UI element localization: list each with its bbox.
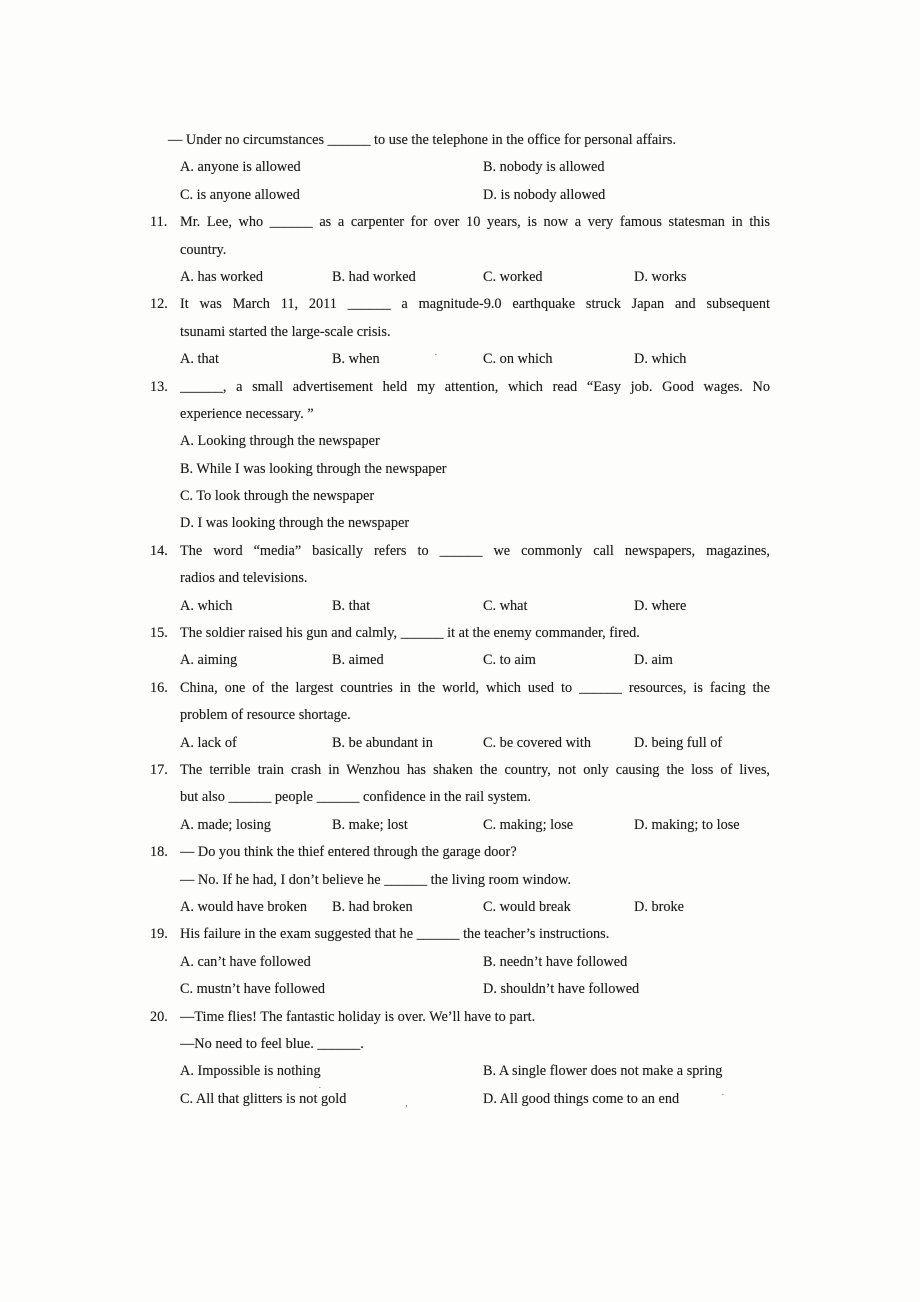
question-14 bbox=[150, 538, 770, 620]
question-number: 15. bbox=[150, 625, 168, 642]
question-stem-line: —Time flies! The fantastic holiday is over. We’ll have to part. bbox=[180, 1008, 536, 1025]
option-D: D. being full of bbox=[634, 734, 723, 751]
question-number: 13. bbox=[150, 378, 168, 395]
option-A: A. made; losing bbox=[180, 816, 271, 833]
options-row bbox=[180, 812, 770, 839]
option-B: B. nobody is allowed bbox=[483, 159, 605, 176]
question-number: 11. bbox=[150, 214, 168, 231]
option-C: C. on which bbox=[483, 351, 553, 368]
question-18 bbox=[150, 839, 770, 921]
options-row bbox=[180, 154, 770, 181]
question-stem-line: country. bbox=[180, 241, 227, 258]
question-stem-line: Mr. Lee, who ______ as a carpenter for over 10 years, is now a very famous statesman in this bbox=[180, 214, 770, 231]
options-row bbox=[180, 483, 770, 510]
options-row bbox=[180, 730, 770, 757]
options-row bbox=[180, 894, 770, 921]
option-C: C. To look through the newspaper bbox=[180, 488, 375, 505]
option-C: C. worked bbox=[483, 268, 543, 285]
question-stem-line: radios and televisions. bbox=[180, 570, 308, 587]
options-row bbox=[180, 949, 770, 976]
option-A: A. has worked bbox=[180, 268, 263, 285]
option-C: C. to aim bbox=[483, 652, 536, 669]
question-stem-line: but also ______ people ______ confidence in the rail system. bbox=[180, 789, 531, 806]
question-body bbox=[180, 374, 770, 538]
option-C: C. be covered with bbox=[483, 734, 591, 751]
question-number: 17. bbox=[150, 761, 168, 778]
question-stem-line: experience necessary. ” bbox=[180, 405, 314, 422]
question-number: 18. bbox=[150, 844, 168, 861]
question-number: 14. bbox=[150, 542, 168, 559]
scan-speck: · bbox=[434, 349, 438, 361]
question-19 bbox=[150, 921, 770, 1003]
question-20 bbox=[150, 1004, 770, 1114]
question-stem-line: The word “media” basically refers to ______ we commonly call newspapers, magazines, bbox=[180, 542, 770, 559]
option-C: C. would break bbox=[483, 898, 571, 915]
option-D: D. which bbox=[634, 351, 687, 368]
option-B: B. needn’t have followed bbox=[483, 953, 628, 970]
question-stem-line: — Do you think the thief entered through the garage door? bbox=[180, 844, 517, 861]
option-A: A. lack of bbox=[180, 734, 237, 751]
option-B: B. aimed bbox=[332, 652, 384, 669]
question-12 bbox=[150, 291, 770, 373]
question-10 bbox=[150, 127, 770, 209]
scan-speck: · bbox=[721, 1089, 725, 1101]
options-row bbox=[180, 264, 770, 291]
question-stem-line: His failure in the exam suggested that he ______ the teacher’s instructions. bbox=[180, 926, 610, 943]
option-D: D. aim bbox=[634, 652, 673, 669]
question-stem-line: problem of resource shortage. bbox=[180, 707, 351, 724]
question-body bbox=[180, 675, 770, 757]
option-A: A. would have broken bbox=[180, 898, 308, 915]
question-stem-line: tsunami started the large-scale crisis. bbox=[180, 323, 391, 340]
question-stem-line: The terrible train crash in Wenzhou has shaken the country, not only causing the loss of lives, bbox=[180, 761, 770, 778]
option-D: D. works bbox=[634, 268, 687, 285]
option-A: A. Looking through the newspaper bbox=[180, 433, 380, 450]
option-D: D. broke bbox=[634, 898, 685, 915]
option-B: B. make; lost bbox=[332, 816, 408, 833]
option-B: B. had worked bbox=[332, 268, 416, 285]
question-body bbox=[180, 620, 770, 675]
question-body bbox=[180, 757, 770, 839]
question-body bbox=[180, 921, 770, 1003]
option-B: B. be abundant in bbox=[332, 734, 433, 751]
option-D: D. All good things come to an end bbox=[483, 1090, 680, 1107]
question-number: 12. bbox=[150, 296, 168, 313]
question-body bbox=[180, 839, 770, 921]
option-B: B. A single flower does not make a spring bbox=[483, 1063, 723, 1080]
option-B: B. that bbox=[332, 597, 371, 614]
options-row bbox=[180, 428, 770, 455]
question-body bbox=[180, 209, 770, 291]
question-body bbox=[168, 127, 770, 209]
options-row bbox=[180, 593, 770, 620]
option-B: B. had broken bbox=[332, 898, 413, 915]
option-C: C. what bbox=[483, 597, 528, 614]
option-A: A. which bbox=[180, 597, 233, 614]
options-row bbox=[180, 456, 770, 483]
question-13 bbox=[150, 374, 770, 538]
option-B: B. when bbox=[332, 351, 380, 368]
option-C: C. is anyone allowed bbox=[180, 186, 300, 203]
option-D: D. I was looking through the newspaper bbox=[180, 515, 410, 532]
question-body bbox=[180, 291, 770, 373]
option-A: A. anyone is allowed bbox=[180, 159, 301, 176]
questions-container bbox=[150, 127, 770, 1113]
option-C: C. making; lose bbox=[483, 816, 574, 833]
question-number: 16. bbox=[150, 679, 168, 696]
options-row bbox=[180, 510, 770, 537]
option-D: D. shouldn’t have followed bbox=[483, 981, 640, 998]
option-A: A. Impossible is nothing bbox=[180, 1063, 321, 1080]
question-stem-line: ______, a small advertisement held my attention, which read “Easy job. Good wages. No bbox=[180, 378, 770, 395]
question-stem-line: China, one of the largest countries in the world, which used to ______ resources, is facing the bbox=[180, 679, 770, 696]
question-stem-line: — Under no circumstances ______ to use the telephone in the office for personal affairs. bbox=[168, 132, 677, 148]
option-A: A. aiming bbox=[180, 652, 238, 669]
question-stem-line: —No need to feel blue. ______. bbox=[180, 1035, 364, 1052]
options-row bbox=[180, 346, 770, 373]
question-stem-line: It was March 11, 2011 ______ a magnitude-9.0 earthquake struck Japan and subsequent bbox=[180, 296, 770, 313]
options-row bbox=[180, 976, 770, 1003]
question-body bbox=[180, 1004, 770, 1114]
question-number: 19. bbox=[150, 926, 168, 943]
option-D: D. is nobody allowed bbox=[483, 186, 606, 203]
option-A: A. can’t have followed bbox=[180, 953, 311, 970]
question-stem-line: — No. If he had, I don’t believe he ______ the living room window. bbox=[180, 871, 572, 888]
option-D: D. where bbox=[634, 597, 687, 614]
scan-speck: , bbox=[405, 1097, 408, 1109]
question-stem-line: The soldier raised his gun and calmly, ______ it at the enemy commander, fired. bbox=[180, 625, 640, 642]
option-A: A. that bbox=[180, 351, 219, 368]
option-D: D. making; to lose bbox=[634, 816, 740, 833]
options-row bbox=[180, 647, 770, 674]
options-row bbox=[180, 1058, 770, 1085]
question-17 bbox=[150, 757, 770, 839]
question-11 bbox=[150, 209, 770, 291]
question-body bbox=[180, 538, 770, 620]
options-row bbox=[180, 182, 770, 209]
option-C: C. mustn’t have followed bbox=[180, 981, 326, 998]
question-16 bbox=[150, 675, 770, 757]
scan-speck: · bbox=[318, 1082, 322, 1094]
option-B: B. While I was looking through the newspaper bbox=[180, 460, 447, 477]
option-C: C. All that glitters is not gold bbox=[180, 1090, 347, 1107]
options-row bbox=[180, 1086, 770, 1113]
question-number: 20. bbox=[150, 1008, 168, 1025]
question-15 bbox=[150, 620, 770, 675]
